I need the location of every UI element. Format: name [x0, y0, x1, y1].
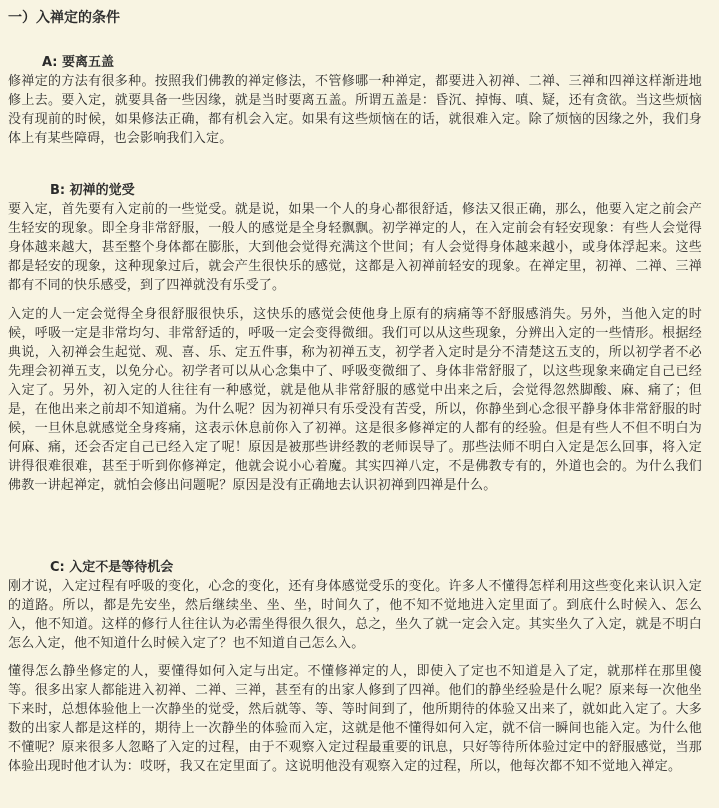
- section-title: 一）入禅定的条件: [8, 10, 120, 26]
- subheading-c: C: 入定不是等待机会: [50, 560, 174, 575]
- subheading-b: B: 初禅的觉受: [50, 183, 135, 198]
- paragraph-b1: 要入定，首先要有入定前的一些觉受。就是说，如果一个人的身心都很舒适，修法又很正确，那么，他要入定之前会产生轻安的现象。即全身非常舒服，一般人的感觉是全身轻飘飘。初学禅定的人，在入定前会有轻安现象：有些人会觉得身体越来越大，甚至整个身体都在膨胀，大到他会觉得充满这个世间；有人会觉得身体越来越小，或身体浮起来。这些都是轻安的现象，这种现象过后，就会产生很快乐的感觉，这都是入初禅前轻安的现象。在禅定里，初禅、二禅、三禅都有不同的快乐感受，到了四禅就没有乐受了。: [8, 202, 702, 293]
- paragraph-a1: 修禅定的方法有很多种。按照我们佛教的禅定修法，不管修哪一种禅定，都要进入初禅、二禅、三禅和四禅这样渐进地修上去。要入定，就要具备一些因缘，就是当时要离五盖。所谓五盖是：昏沉、掉悔、嗔、疑，还有贪欲。当这些烦恼没有现前的时候，如果修法正确，都有机会入定。如果有这些烦恼在的话，就很难入定。除了烦恼的因缘之外，我们身体上有某些障碍，也会影响我们入定。: [8, 74, 702, 146]
- paragraph-b2: 入定的人一定会觉得全身很舒服很快乐，这快乐的感觉会使他身上原有的病痛等不舒服感消失。另外，当他入定的时候，呼吸一定是非常均匀、非常舒适的，呼吸一定会变得微细。我们可以从这些现象，分辨出入定的一些情形。根据经典说，入初禅会生起觉、观、喜、乐、定五件事，称为初禅五支，初学者入定时是分不清楚这五支的，所以初学者不必先理会初禅五支，以免分心。初学者可以从心念集中了、呼吸变微细了、身体非常舒服了，以这些现象来确定自己已经入定了。另外，初入定的人往往有一种感觉，就是他从非常舒服的感觉中出来之后，会觉得忽然脚酸、麻、痛了；但是，在他出来之前却不知道痛。为什么呢？因为初禅只有乐受没有苦受，所以，你静坐到心念很平静身体非常舒服的时候，一旦休息就感觉全身疼痛，这表示休息前你入了初禅。这是很多修禅定的人都有的经验。但是有些人不但不明白为何麻、痛，还会否定自己已经入定了呢！原因是被那些讲经教的老师误导了。那些法师不明白入定是怎么回事，将入定讲得很难很难，甚至于听到你修禅定，他就会说小心着魔。其实四禅八定，不是佛教专有的，外道也会的。为什么我们佛教一讲起禅定，就怕会修出问题呢？原因是没有正确地去认识初禅到四禅是什么。: [8, 307, 702, 493]
- paragraph-c1: 刚才说，入定过程有呼吸的变化，心念的变化，还有身体感觉受乐的变化。许多人不懂得怎样利用这些变化来认识入定的道路。所以，都是先安坐，然后继续坐、坐、坐，时间久了，他不知不觉地进入定里面了。到底什么时候入、怎么入，他不知道。这样的修行人往往认为必需坐得很久很久，总之，坐久了就一定会入定。其实坐久了入定，就是不明白怎么入定，他不知道什么时候入定了？也不知道自己怎么入。: [8, 579, 702, 651]
- subheading-a: A: 要离五盖: [42, 55, 115, 70]
- paragraph-c2: 懂得怎么静坐修定的人，要懂得如何入定与出定。不懂修禅定的人，即使入了定也不知道是入了定，就那样在那里傻等。很多出家人都能进入初禅、二禅、三禅，甚至有的出家人修到了四禅。他们的静坐经验是什么呢？原来每一次他坐下来时，总想体验他上一次静坐的觉受，然后就等、等、等时间到了，他所期待的体验又出来了，就如此入定了。大多数的出家人都是这样的，期待上一次静坐的体验而入定，这就是他不懂得如何入定，就不信一瞬间也能入定。为什么他不懂呢？原来很多人忽略了入定的过程，由于不观察入定过程最重要的讯息，只好等待所体验过定中的舒服感觉，当那体验出现时他才认为：哎呀，我又在定里面了。这说明他没有观察入定的过程，所以，他每次都不知不觉地入禅定。: [8, 664, 702, 774]
